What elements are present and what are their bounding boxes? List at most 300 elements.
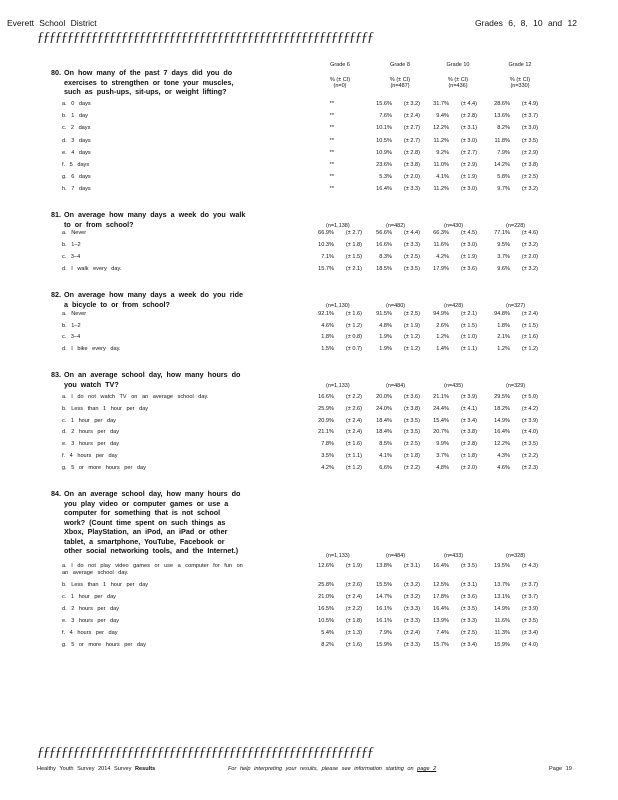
percent-value: 4.1%: [436, 174, 449, 181]
percent-value: **: [329, 137, 334, 144]
confidence-interval: (± 3.4): [460, 417, 477, 424]
answer-row: [62, 186, 582, 197]
question-text: On an average school day, how many hours do you play video or computer games or use a computer for something that is not school work? (Count time spent on such things as Xbox, PlayStation, an iPod, an iPad or other tablet, a smartphone, YouTube, Facebook or other social networking tools, and the Internet.): [64, 489, 241, 555]
percent-value: 11.6%: [494, 618, 510, 624]
confidence-interval: (± 2.4): [403, 630, 420, 636]
percent-value: 9.5%: [497, 242, 510, 248]
answer-label: e. 3 hours per day: [62, 618, 120, 624]
confidence-interval: (± 1.8): [345, 242, 362, 248]
confidence-interval: (± 1.3): [345, 630, 362, 636]
percent-value: 16.4%: [376, 186, 392, 193]
percent-value: 2.6%: [436, 322, 449, 329]
confidence-interval: (± 2.1): [460, 311, 477, 317]
percent-value: 4.2%: [321, 464, 334, 471]
percent-value: **: [329, 101, 334, 107]
percent-value: 1.9%: [379, 334, 392, 341]
answer-label: c. 1 hour per day: [62, 417, 116, 424]
percent-value: 13.9%: [433, 618, 449, 624]
percent-value: 29.5%: [494, 394, 510, 400]
confidence-interval: (± 3.7): [521, 113, 538, 120]
percent-value: 91.5%: [376, 311, 392, 317]
percent-value: 1.9%: [379, 345, 392, 352]
answer-row: [62, 266, 582, 277]
grade-header-0: [310, 62, 370, 89]
answer-label: e. 4 days: [62, 149, 91, 156]
sample-size: (n=482): [386, 223, 406, 229]
percent-value: 20.0%: [376, 394, 392, 400]
percent-value: 1.2%: [497, 345, 510, 352]
percent-value: 7.6%: [379, 113, 392, 120]
answer-row: [62, 465, 582, 476]
percent-value: 8.2%: [321, 642, 334, 648]
answer-label: d. 3 days: [62, 137, 91, 144]
answer-row: [62, 334, 582, 345]
answer-row: [62, 441, 582, 452]
percent-value: 21.1%: [318, 429, 334, 436]
answer-label: f. 4 hours per day: [62, 453, 118, 459]
sample-size: (n=435): [444, 383, 464, 389]
confidence-interval: (± 3.3): [403, 618, 420, 624]
answer-row: [62, 242, 582, 253]
percent-value: 25.9%: [318, 405, 334, 412]
footer-results: Results: [135, 766, 156, 772]
grade-header-grade: Grade 8: [390, 62, 410, 68]
percent-value: 8.5%: [379, 441, 392, 448]
confidence-interval: (± 2.0): [521, 254, 538, 260]
confidence-interval: (± 1.2): [521, 345, 538, 352]
grade-header-pct: % (± CI): [509, 77, 531, 83]
percent-value: 2.1%: [497, 334, 510, 341]
question-number: 80.: [51, 68, 61, 77]
confidence-interval: (± 2.5): [521, 174, 538, 181]
confidence-interval: (± 3.5): [460, 606, 477, 612]
footer-survey: [37, 766, 155, 772]
percent-value: 11.2%: [433, 137, 449, 144]
percent-value: 24.0%: [376, 405, 392, 412]
answer-label: b. 1 day: [62, 113, 88, 120]
confidence-interval: (± 2.0): [460, 464, 477, 471]
confidence-interval: (± 0.8): [345, 334, 362, 341]
percent-value: 66.9%: [318, 230, 334, 236]
percent-value: 16.4%: [494, 429, 510, 436]
percent-value: 7.9%: [379, 630, 392, 636]
percent-value: 16.4%: [433, 563, 449, 569]
answer-row: [62, 346, 582, 357]
percent-value: 12.6%: [318, 563, 334, 569]
question-83: [51, 370, 266, 389]
percent-value: 15.7%: [433, 642, 449, 648]
percent-value: 9.4%: [436, 113, 449, 120]
confidence-interval: (± 3.8): [403, 162, 420, 168]
percent-value: 17.9%: [433, 266, 449, 272]
answer-label: a. I do not watch TV on an average school day.: [62, 394, 209, 400]
confidence-interval: (± 3.4): [521, 630, 538, 636]
confidence-interval: (± 3.0): [460, 137, 477, 144]
percent-value: **: [329, 186, 334, 193]
confidence-interval: (± 1.9): [460, 254, 477, 260]
top-rule: ƒƒƒƒƒƒƒƒƒƒƒƒƒƒƒƒƒƒƒƒƒƒƒƒƒƒƒƒƒƒƒƒƒƒƒƒƒƒƒƒƒƒƒƒƒƒƒƒƒƒƒƒƒƒƒƒ: [37, 30, 373, 45]
percent-value: 12.5%: [433, 582, 449, 588]
grades-label: Grades 6, 8, 10 and 12: [475, 18, 577, 28]
percent-value: 13.6%: [494, 113, 510, 120]
confidence-interval: (± 2.8): [460, 113, 477, 120]
confidence-interval: (± 2.7): [403, 137, 420, 144]
percent-value: 3.7%: [436, 453, 449, 459]
percent-value: 18.4%: [376, 417, 392, 424]
percent-value: 94.9%: [433, 311, 449, 317]
confidence-interval: (± 1.5): [460, 322, 477, 329]
percent-value: 1.4%: [436, 345, 449, 352]
percent-value: 5.8%: [497, 174, 510, 181]
answer-label: g. 5 or more hours per day: [62, 464, 146, 471]
confidence-interval: (± 3.8): [460, 429, 477, 436]
percent-value: 11.6%: [433, 242, 449, 248]
confidence-interval: (± 3.8): [521, 162, 538, 168]
answer-label: c. 2 days: [62, 125, 91, 132]
sample-size: (n=484): [386, 383, 406, 389]
percent-value: 15.4%: [433, 417, 449, 424]
confidence-interval: (± 2.4): [521, 311, 538, 317]
confidence-interval: (± 2.5): [403, 254, 420, 260]
confidence-interval: (± 4.2): [521, 405, 538, 412]
sample-size: (n=1,133): [326, 553, 350, 559]
grade-header-grade: Grade 12: [508, 62, 532, 68]
percent-value: 20.7%: [433, 429, 449, 436]
percent-value: 18.5%: [376, 266, 392, 272]
confidence-interval: (± 3.6): [460, 266, 477, 272]
question-number: 83.: [51, 370, 61, 379]
confidence-interval: (± 3.3): [403, 642, 420, 648]
percent-value: 15.6%: [376, 101, 392, 107]
grade-header-grade: Grade 10: [446, 62, 470, 68]
confidence-interval: (± 2.4): [345, 417, 362, 424]
question-text: On an average school day, how many hours do you watch TV?: [64, 370, 241, 389]
percent-value: 5.3%: [379, 174, 392, 181]
percent-value: 20.9%: [318, 417, 334, 424]
percent-value: 7.9%: [497, 149, 510, 156]
sample-size: (n=430): [444, 223, 464, 229]
confidence-interval: (± 1.6): [345, 311, 362, 317]
percent-value: 15.7%: [318, 266, 334, 272]
answer-row: [62, 606, 582, 617]
percent-value: 3.5%: [321, 453, 334, 459]
percent-value: 28.6%: [494, 101, 510, 107]
question-81: [51, 210, 266, 229]
confidence-interval: (± 3.5): [403, 429, 420, 436]
confidence-interval: (± 1.0): [460, 334, 477, 341]
footer-survey-text: Healthy Youth Survey 2014 Survey: [37, 766, 132, 772]
percent-value: 4.6%: [321, 322, 334, 329]
percent-value: 21.1%: [433, 394, 449, 400]
percent-value: 16.4%: [433, 606, 449, 612]
sample-size: (n=1,130): [326, 303, 350, 309]
confidence-interval: (± 3.5): [521, 441, 538, 448]
sample-size: (n=480): [386, 303, 406, 309]
sample-size: (n=228): [506, 223, 526, 229]
confidence-interval: (± 1.8): [403, 453, 420, 459]
percent-value: 77.1%: [494, 230, 510, 236]
grade-header-2: [428, 62, 488, 89]
percent-value: 10.5%: [376, 137, 392, 144]
confidence-interval: (± 1.2): [403, 345, 420, 352]
confidence-interval: (± 3.3): [403, 606, 420, 612]
answer-row: [62, 311, 582, 322]
percent-value: 16.6%: [318, 394, 334, 400]
percent-value: 24.4%: [433, 405, 449, 412]
percent-value: 14.7%: [376, 594, 392, 600]
answer-row: [62, 418, 582, 429]
percent-value: 17.8%: [433, 594, 449, 600]
percent-value: 9.2%: [436, 149, 449, 156]
question-number: 81.: [51, 210, 61, 219]
percent-value: 12.2%: [433, 125, 449, 132]
answer-label: b. 1–2: [62, 242, 81, 248]
percent-value: 1.8%: [497, 322, 510, 329]
question-text: On average how many days a week do you walk to or from school?: [64, 210, 246, 229]
confidence-interval: (± 1.6): [345, 642, 362, 648]
page-2-link[interactable]: page 2: [417, 766, 437, 772]
percent-value: 25.8%: [318, 582, 334, 588]
percent-value: **: [329, 174, 334, 181]
confidence-interval: (± 1.2): [345, 464, 362, 471]
percent-value: 10.3%: [318, 242, 334, 248]
percent-value: 94.8%: [494, 311, 510, 317]
grade-header-n: (n=436): [448, 83, 468, 89]
page-number: Page 19: [549, 766, 572, 772]
percent-value: **: [329, 113, 334, 120]
sample-size: (n=433): [444, 553, 464, 559]
sample-size: (n=428): [444, 303, 464, 309]
confidence-interval: (± 0.7): [345, 345, 362, 352]
confidence-interval: (± 1.8): [460, 453, 477, 459]
percent-value: 56.6%: [376, 230, 392, 236]
percent-value: 5.4%: [321, 630, 334, 636]
percent-value: 19.5%: [494, 563, 510, 569]
answer-row: [62, 138, 582, 149]
percent-value: 7.8%: [321, 441, 334, 448]
confidence-interval: (± 1.9): [460, 174, 477, 181]
confidence-interval: (± 3.2): [521, 242, 538, 248]
confidence-interval: (± 3.7): [521, 594, 538, 600]
grade-header-n: (n=330): [510, 83, 530, 89]
answer-row: [62, 150, 582, 161]
percent-value: 14.9%: [494, 417, 510, 424]
question-number: 84.: [51, 489, 61, 498]
percent-value: 16.6%: [376, 242, 392, 248]
answer-row: [62, 113, 582, 124]
answer-label: c. 1 hour per day: [62, 594, 116, 600]
answer-label: g. 6 days: [62, 174, 91, 181]
question-number: 82.: [51, 290, 61, 299]
confidence-interval: (± 3.5): [403, 417, 420, 424]
percent-value: 1.2%: [436, 334, 449, 341]
percent-value: 10.5%: [318, 618, 334, 624]
sample-size: (n=1,133): [326, 383, 350, 389]
answer-row: [62, 230, 582, 241]
question-text: On how many of the past 7 days did you do exercises to strengthen or tone your muscles, such as push-ups, sit-ups, or weight lifting?: [64, 68, 234, 96]
question-text: On average how many days a week do you ride a bicycle to or from school?: [64, 290, 243, 309]
confidence-interval: (± 3.6): [460, 594, 477, 600]
percent-value: 66.3%: [433, 230, 449, 236]
percent-value: 8.3%: [379, 254, 392, 260]
confidence-interval: (± 2.3): [521, 464, 538, 471]
sample-size: (n=327): [506, 303, 526, 309]
confidence-interval: (± 5.0): [521, 394, 538, 400]
confidence-interval: (± 3.5): [521, 137, 538, 144]
answer-label: h. 7 days: [62, 186, 91, 193]
confidence-interval: (± 3.9): [521, 606, 538, 612]
percent-value: 18.2%: [494, 405, 510, 412]
sample-size: (n=329): [506, 383, 526, 389]
percent-value: 92.1%: [318, 311, 334, 317]
sample-size: (n=328): [506, 553, 526, 559]
percent-value: 4.8%: [436, 464, 449, 471]
confidence-interval: (± 3.1): [460, 582, 477, 588]
confidence-interval: (± 3.3): [403, 242, 420, 248]
percent-value: 1.8%: [321, 334, 334, 341]
answer-label: a. Never: [62, 311, 87, 317]
answer-row: [62, 642, 582, 653]
confidence-interval: (± 2.4): [345, 594, 362, 600]
percent-value: 14.2%: [494, 162, 510, 168]
answer-row: [62, 174, 582, 185]
footer-help-text: For help interpreting your results, please see information starting on: [228, 766, 414, 772]
confidence-interval: (± 2.0): [403, 174, 420, 181]
confidence-interval: (± 3.1): [460, 125, 477, 132]
confidence-interval: (± 3.6): [403, 394, 420, 400]
answer-row: [62, 254, 582, 265]
percent-value: 7.1%: [321, 254, 334, 260]
confidence-interval: (± 2.8): [403, 149, 420, 156]
confidence-interval: (± 2.8): [460, 441, 477, 448]
percent-value: 4.2%: [436, 254, 449, 260]
answer-row: [62, 582, 582, 593]
confidence-interval: (± 3.2): [403, 594, 420, 600]
confidence-interval: (± 3.0): [521, 125, 538, 132]
answer-row: [62, 453, 582, 464]
percent-value: 6.6%: [379, 464, 392, 471]
confidence-interval: (± 4.0): [521, 642, 538, 648]
answer-label: b. Less than 1 hour per day: [62, 405, 149, 412]
confidence-interval: (± 4.4): [403, 230, 420, 236]
percent-value: 11.0%: [433, 162, 449, 168]
confidence-interval: (± 2.2): [521, 453, 538, 459]
percent-value: 11.8%: [494, 137, 510, 144]
percent-value: 13.1%: [494, 594, 510, 600]
answer-row: [62, 125, 582, 136]
answer-row: [62, 563, 582, 574]
grade-header-n: (n=0): [333, 83, 347, 89]
percent-value: 4.1%: [379, 453, 392, 459]
confidence-interval: (± 2.2): [345, 394, 362, 400]
confidence-interval: (± 2.7): [460, 149, 477, 156]
percent-value: 1.5%: [321, 345, 334, 352]
confidence-interval: (± 3.3): [460, 618, 477, 624]
percent-value: 3.7%: [497, 254, 510, 260]
answer-label: c. 3–4: [62, 334, 81, 341]
answer-label: f. 5 days: [62, 162, 90, 168]
bottom-rule: ƒƒƒƒƒƒƒƒƒƒƒƒƒƒƒƒƒƒƒƒƒƒƒƒƒƒƒƒƒƒƒƒƒƒƒƒƒƒƒƒƒƒƒƒƒƒƒƒƒƒƒƒƒƒƒƒ: [37, 745, 373, 760]
percent-value: 12.2%: [494, 441, 510, 448]
district-name: Everett School District: [7, 18, 97, 28]
grade-header-pct: % (± CI): [447, 77, 469, 83]
answer-label: d. I bike every day.: [62, 345, 121, 352]
confidence-interval: (± 3.2): [521, 186, 538, 193]
percent-value: 11.2%: [433, 186, 449, 193]
confidence-interval: (± 1.2): [403, 334, 420, 341]
confidence-interval: (± 4.4): [460, 101, 477, 107]
answer-label: d. 2 hours per day: [62, 606, 120, 612]
confidence-interval: (± 2.5): [460, 630, 477, 636]
footer-help: [228, 766, 436, 772]
percent-value: 15.9%: [376, 642, 392, 648]
confidence-interval: (± 4.5): [460, 230, 477, 236]
percent-value: 4.8%: [379, 322, 392, 329]
answer-row: [62, 162, 582, 173]
confidence-interval: (± 2.9): [460, 162, 477, 168]
confidence-interval: (± 4.9): [521, 101, 538, 107]
answer-row: [62, 323, 582, 334]
confidence-interval: (± 3.5): [460, 563, 477, 569]
confidence-interval: (± 2.9): [521, 149, 538, 156]
confidence-interval: (± 3.9): [460, 394, 477, 400]
percent-value: 23.6%: [376, 162, 392, 168]
confidence-interval: (± 2.7): [403, 125, 420, 132]
answer-label: d. 2 hours per day: [62, 429, 120, 436]
percent-value: 16.1%: [376, 606, 392, 612]
confidence-interval: (± 2.6): [345, 405, 362, 412]
percent-value: 31.7%: [433, 101, 449, 107]
percent-value: 16.5%: [318, 606, 334, 612]
confidence-interval: (± 3.7): [521, 582, 538, 588]
sample-size: (n=484): [386, 553, 406, 559]
confidence-interval: (± 3.8): [403, 405, 420, 412]
question-80: [51, 68, 266, 97]
confidence-interval: (± 3.1): [403, 563, 420, 569]
confidence-interval: (± 1.1): [460, 345, 477, 352]
confidence-interval: (± 2.4): [345, 429, 362, 436]
confidence-interval: (± 3.2): [521, 266, 538, 272]
grade-header-1: [370, 62, 430, 89]
percent-value: 9.9%: [436, 441, 449, 448]
answer-row: [62, 618, 582, 629]
answer-row: [62, 429, 582, 440]
answer-row: [62, 406, 582, 417]
answer-label: g. 5 or more hours per day: [62, 642, 146, 648]
confidence-interval: (± 3.9): [521, 417, 538, 424]
confidence-interval: (± 2.5): [403, 311, 420, 317]
answer-label: d. I walk every day.: [62, 266, 122, 272]
percent-value: **: [329, 149, 334, 156]
confidence-interval: (± 1.8): [345, 618, 362, 624]
percent-value: 21.0%: [318, 594, 334, 600]
confidence-interval: (± 2.6): [345, 582, 362, 588]
percent-value: 4.3%: [497, 453, 510, 459]
answer-label: b. 1–2: [62, 322, 81, 329]
confidence-interval: (± 3.0): [460, 186, 477, 193]
confidence-interval: (± 2.2): [345, 606, 362, 612]
percent-value: 4.6%: [497, 464, 510, 471]
answer-label: a. I do not play video games or use a computer for fun on an average school day.: [62, 563, 243, 576]
sample-size: (n=1,138): [326, 223, 350, 229]
answer-label: b. Less than 1 hour per day: [62, 582, 149, 588]
confidence-interval: (± 2.7): [345, 230, 362, 236]
confidence-interval: (± 1.9): [403, 322, 420, 329]
answer-row: [62, 101, 582, 112]
confidence-interval: (± 4.0): [521, 429, 538, 436]
confidence-interval: (± 4.3): [521, 563, 538, 569]
percent-value: 10.1%: [376, 125, 392, 132]
